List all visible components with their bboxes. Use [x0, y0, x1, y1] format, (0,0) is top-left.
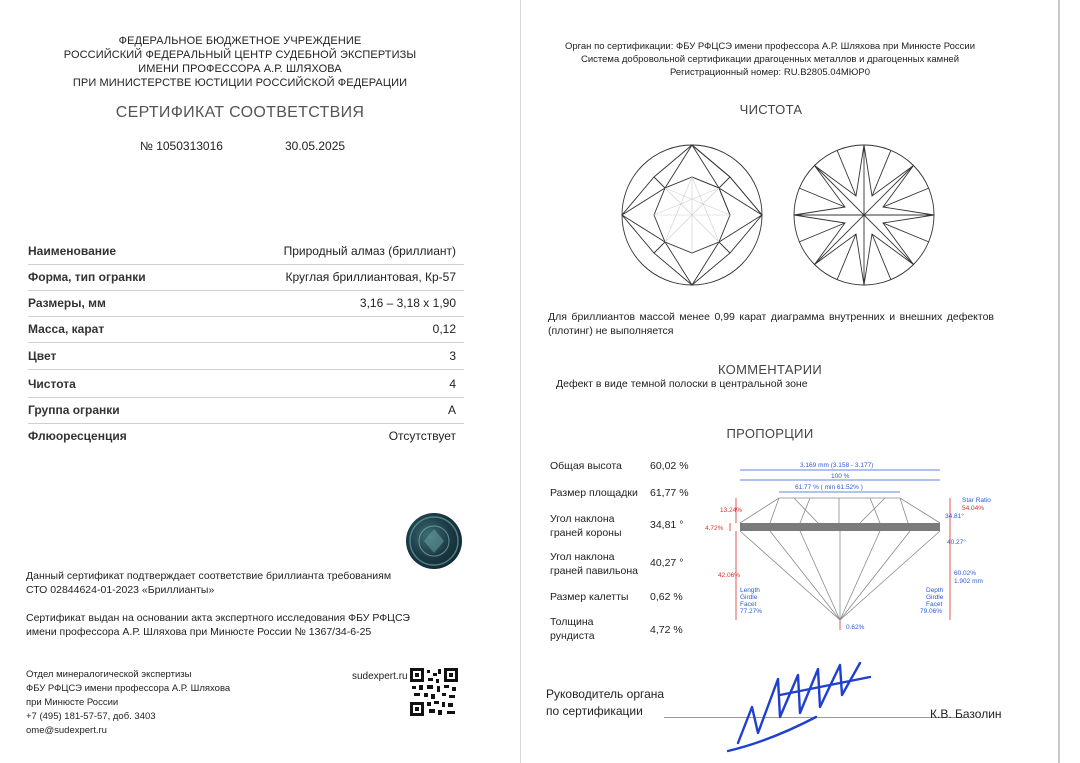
diagram-girdle: 4.72% [705, 525, 724, 532]
certificate-number: № 1050313016 [140, 139, 223, 153]
property-value: А [447, 403, 456, 417]
certification-body-header [540, 40, 1000, 79]
property-label: Группа огранки [28, 403, 120, 417]
proportions-diagram [700, 458, 1000, 633]
property-row [28, 343, 464, 370]
contact-line: при Минюсте России [26, 697, 119, 708]
property-label: Форма, тип огранки [28, 270, 146, 284]
diagram-pavilion-angle: 40.27° [947, 539, 966, 546]
statement-line: СТО 02844624-01-2023 «Бриллианты» [26, 584, 215, 596]
conformity-statement [26, 569, 391, 597]
diagram-culet: 0.62% [846, 624, 865, 631]
diagram-depth-label-3: Facet [926, 601, 943, 608]
qr-code[interactable] [410, 668, 458, 716]
contact-block [26, 668, 230, 738]
proportion-value: 4,72 % [650, 624, 683, 636]
property-label: Чистота [28, 377, 76, 391]
property-value: 4 [449, 377, 456, 391]
basis-line: Сертификат выдан на основании акта экспертного исследования ФБУ РФЦСЭ [26, 612, 410, 624]
diagram-lgf-label-1: Length [740, 587, 760, 594]
diagram-table: 61.77 % ( min 61.52% ) [795, 484, 863, 491]
diagram-depth-label-1: Depth [926, 587, 944, 594]
pavilion-view-diagram [788, 139, 940, 291]
statement-line: Данный сертификат подтверждает соответствие бриллианта требованиям [26, 570, 392, 582]
signature-title-line: по сертификации [546, 704, 643, 718]
signer-name: К.В. Базолин [930, 707, 1002, 721]
property-value: Природный алмаз (бриллиант) [283, 244, 456, 258]
website-link[interactable]: sudexpert.ru [352, 671, 408, 682]
property-label: Масса, карат [28, 322, 105, 336]
diagram-total-depth: 60.02% [954, 570, 977, 577]
property-row [28, 290, 464, 317]
property-value: 0,12 [432, 322, 456, 336]
property-value: 3 [449, 349, 456, 363]
proportion-label: Общая высота [550, 460, 622, 472]
diagram-depth-label-2: Girdle [926, 594, 944, 601]
property-value: Отсутствует [388, 429, 456, 443]
diagram-total-depth-mm: 1.902 mm [954, 578, 983, 585]
diagram-lgf-label-3: Facet [740, 601, 757, 608]
property-row [28, 371, 464, 398]
crown-view-diagram [616, 139, 768, 291]
diagram-star-ratio: 54.04% [962, 505, 985, 512]
basis-statement [26, 611, 410, 639]
basis-line: имени профессора А.Р. Шляхова при Минюсте России № 1367/34-6-25 [26, 626, 372, 638]
proportion-label: Толщина рундиста [550, 616, 595, 642]
proportion-value: 60,02 % [650, 460, 689, 472]
property-row [28, 264, 464, 291]
proportions-title: ПРОПОРЦИИ [726, 426, 814, 441]
certificate-date: 30.05.2025 [285, 139, 346, 153]
property-row [28, 316, 464, 343]
header-line: Система добровольной сертификации драгоценных металлов и драгоценных камней [580, 54, 960, 65]
diagram-crown-angle: 34.81° [945, 513, 964, 520]
plotting-note: Для бриллиантов массой менее 0,99 карат диаграмма внутренних и внешних дефектов (плотинг) не выполняется [548, 311, 994, 337]
diagram-lgf-label-2: Girdle [740, 594, 758, 601]
proportion-value: 34,81 ° [650, 519, 684, 531]
issuer-organization [40, 34, 440, 90]
proportion-label: Угол наклона граней короны [550, 513, 622, 539]
signature-title [546, 686, 664, 720]
property-label: Цвет [28, 349, 57, 363]
header-line: Регистрационный номер: RU.B2805.04МЮР0 [669, 67, 870, 78]
proportion-value: 0,62 % [650, 591, 683, 603]
property-label: Наименование [28, 244, 117, 258]
property-row [28, 238, 464, 265]
signature-title-line: Руководитель органа [546, 687, 665, 701]
diagram-diameter: 3.169 mm (3.158 - 3.177) [800, 462, 874, 469]
diagram-lgf-depth: 79.06% [920, 608, 943, 615]
diagram-star-label: Star Ratio [962, 497, 991, 504]
header-line: Орган по сертификации: ФБУ РФЦСЭ имени профессора А.Р. Шляхова при Минюсте России [564, 41, 976, 52]
diagram-crown-height: 13.24% [720, 507, 743, 514]
proportion-value: 40,27 ° [650, 557, 684, 569]
property-value: Круглая бриллиантовая, Кр-57 [285, 270, 456, 284]
contact-email: ome@sudexpert.ru [26, 725, 107, 736]
org-line: ФЕДЕРАЛЬНОЕ БЮДЖЕТНОЕ УЧРЕЖДЕНИЕ [118, 35, 362, 47]
diagram-pavilion-depth: 42.06% [718, 572, 741, 579]
contact-line: +7 (495) 181-57-57, доб. 3403 [26, 711, 156, 722]
diagram-lgf-length: 77.27% [740, 608, 763, 615]
property-label: Флюоресценция [28, 429, 127, 443]
clarity-title: ЧИСТОТА [739, 102, 803, 117]
property-value: 3,16 – 3,18 x 1,90 [359, 296, 456, 310]
page-fold [520, 0, 521, 763]
proportion-label: Угол наклона граней павильона [550, 551, 638, 577]
proportion-label: Размер калетты [550, 591, 629, 603]
contact-line: Отдел минералогической экспертизы [26, 669, 192, 680]
property-row [28, 397, 464, 424]
org-line: РОССИЙСКИЙ ФЕДЕРАЛЬНЫЙ ЦЕНТР СУДЕБНОЙ ЭКСПЕРТИЗЫ [63, 49, 417, 61]
contact-line: ФБУ РФЦСЭ имени профессора А.Р. Шляхова [26, 683, 231, 694]
diagram-width: 100 % [831, 473, 850, 480]
org-line: ПРИ МИНИСТЕРСТВЕ ЮСТИЦИИ РОССИЙСКОЙ ФЕДЕРАЦИИ [72, 77, 408, 89]
comments-title: КОММЕНТАРИИ [717, 362, 823, 377]
org-line: ИМЕНИ ПРОФЕССОРА А.Р. ШЛЯХОВА [138, 63, 342, 75]
page-edge [1058, 0, 1060, 763]
property-row [28, 423, 464, 449]
comment-text: Дефект в виде темной полоски в центральной зоне [556, 378, 808, 390]
proportion-label: Размер площадки [550, 487, 638, 499]
proportion-value: 61,77 % [650, 487, 689, 499]
hologram-seal [406, 513, 462, 569]
certificate-title: СЕРТИФИКАТ СООТВЕТСТВИЯ [115, 104, 365, 121]
property-label: Размеры, мм [28, 296, 106, 310]
handwritten-signature [720, 655, 890, 755]
